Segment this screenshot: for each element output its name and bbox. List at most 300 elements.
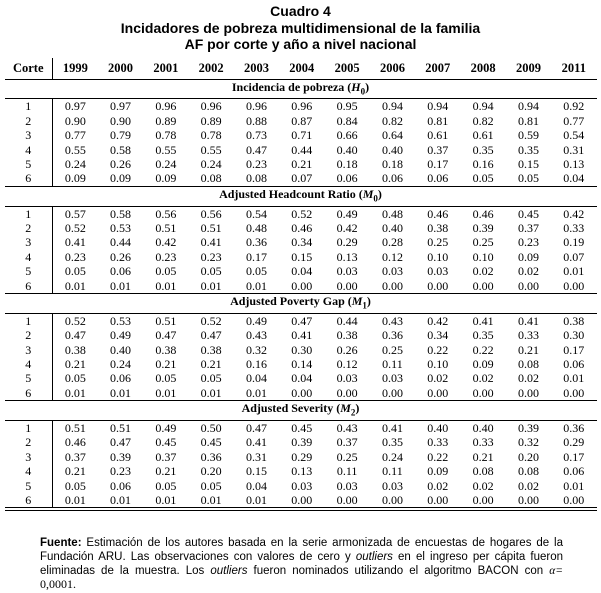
value-cell: 0.56 — [200, 206, 222, 221]
year-column-header: 2000 — [98, 58, 143, 80]
value-cell: 0.08 — [517, 464, 539, 479]
value-cell: 0.73 — [245, 128, 267, 143]
corte-cell: 1 — [5, 421, 53, 436]
value-cell: 0.84 — [336, 113, 358, 128]
source-text: en el ingreso per cápita fueron eliminadas de la muestra. Los — [40, 551, 564, 577]
value-cell: 0.33 — [517, 328, 539, 343]
table-row — [5, 357, 597, 371]
value-cell: 0.21 — [64, 356, 86, 371]
value-cell: 0.00 — [381, 385, 403, 400]
value-cell: 0.82 — [381, 113, 403, 128]
table-row — [5, 128, 597, 142]
table-row — [5, 371, 597, 385]
value-cell: 0.05 — [472, 171, 494, 186]
value-cell: 0.15 — [245, 464, 267, 479]
corte-cell: 3 — [5, 235, 53, 249]
value-cell: 0.00 — [517, 278, 539, 293]
value-cell: 0.00 — [427, 278, 449, 293]
value-cell: 0.00 — [517, 493, 539, 508]
value-cell: 0.03 — [336, 478, 358, 493]
value-cell: 0.10 — [472, 249, 494, 264]
value-cell: 0.58 — [109, 142, 131, 157]
value-cell: 0.52 — [291, 206, 313, 221]
value-cell: 0.01 — [109, 278, 131, 293]
year-column-header: 2009 — [506, 58, 551, 80]
value-cell: 0.04 — [245, 478, 267, 493]
value-cell: 0.11 — [336, 464, 358, 479]
value-cell: 0.39 — [472, 220, 494, 235]
corte-cell: 4 — [5, 464, 53, 478]
value-cell: 0.55 — [155, 142, 177, 157]
source-text: fueron nominados utilizando el algoritmo BACON con — [247, 564, 550, 577]
table-row — [5, 235, 597, 249]
value-cell: 0.44 — [109, 235, 131, 250]
value-cell: 0.00 — [427, 493, 449, 508]
value-cell: 0.34 — [427, 328, 449, 343]
value-cell: 0.33 — [472, 435, 494, 450]
value-cell: 0.38 — [563, 313, 585, 328]
section-band — [5, 401, 597, 421]
value-cell: 0.09 — [472, 356, 494, 371]
value-cell: 0.22 — [427, 342, 449, 357]
value-cell: 0.05 — [64, 264, 86, 279]
caption-title-line1: Incidadores de pobreza multidimensional de la familia — [120, 19, 481, 36]
value-cell: 0.23 — [155, 249, 177, 264]
value-cell: 0.37 — [517, 220, 539, 235]
value-cell: 0.94 — [381, 99, 403, 114]
corte-cell: 1 — [5, 99, 53, 114]
table-row — [5, 386, 597, 401]
math-subscript: 1 — [362, 300, 367, 311]
table-row — [5, 435, 597, 449]
table-caption — [0, 0, 601, 53]
value-cell: 0.21 — [291, 156, 313, 171]
value-cell: 0.49 — [336, 206, 358, 221]
value-cell: 0.08 — [517, 356, 539, 371]
value-cell: 0.52 — [64, 220, 86, 235]
value-cell: 0.04 — [291, 371, 313, 386]
corte-cell: 6 — [5, 171, 53, 186]
section-header-1: Adjusted Headcount Ratio $(M_0)$ — [5, 186, 597, 206]
value-cell: 0.49 — [155, 421, 177, 435]
value-cell: 0.05 — [200, 478, 222, 493]
value-cell: 0.41 — [517, 313, 539, 328]
value-cell: 0.01 — [563, 478, 585, 493]
corte-cell: 6 — [5, 493, 53, 509]
value-cell: 0.40 — [109, 342, 131, 357]
value-cell: 0.36 — [245, 235, 267, 250]
corte-cell: 2 — [5, 435, 53, 449]
year-column-header: 2008 — [460, 58, 505, 80]
value-cell: 0.42 — [563, 206, 585, 221]
value-cell: 0.01 — [64, 493, 86, 508]
value-cell: 0.01 — [563, 264, 585, 279]
year-column-header: 2005 — [324, 58, 369, 80]
value-cell: 0.00 — [563, 278, 585, 293]
table-row — [5, 464, 597, 478]
source-text: Estimación de los autores basada en la serie armonizada de encuestas de hogares de la Fundación ARU. Las observaciones con valores de cero y — [40, 537, 563, 564]
value-cell: 0.30 — [563, 328, 585, 343]
value-cell: 0.20 — [517, 449, 539, 464]
value-cell: 0.01 — [245, 493, 267, 508]
corte-cell: 2 — [5, 114, 53, 128]
year-column-header: 2001 — [143, 58, 188, 80]
value-cell: 0.47 — [64, 328, 86, 343]
value-cell: 0.13 — [336, 249, 358, 264]
section-band — [5, 293, 597, 313]
source-note — [40, 537, 563, 592]
value-cell: 0.96 — [155, 99, 177, 114]
value-cell: 0.35 — [472, 328, 494, 343]
value-cell: 0.29 — [291, 449, 313, 464]
value-cell: 0.00 — [472, 278, 494, 293]
value-cell: 0.05 — [517, 171, 539, 186]
value-cell: 0.00 — [291, 278, 313, 293]
value-cell: 0.36 — [200, 449, 222, 464]
value-cell: 0.51 — [64, 421, 86, 435]
value-cell: 0.24 — [155, 156, 177, 171]
value-cell: 0.09 — [517, 249, 539, 264]
table-row — [5, 450, 597, 464]
math-subscript: 0 — [360, 85, 366, 96]
table-row — [5, 99, 597, 114]
value-cell: 0.46 — [472, 206, 494, 221]
value-cell: 0.34 — [291, 235, 313, 250]
value-cell: 0.23 — [64, 249, 86, 264]
table-row — [5, 171, 597, 186]
value-cell: 0.55 — [200, 142, 222, 157]
value-cell: 0.01 — [64, 385, 86, 400]
value-cell: 0.01 — [245, 278, 267, 293]
table-row — [5, 479, 597, 493]
value-cell: 0.00 — [472, 385, 494, 400]
value-cell: 0.47 — [291, 313, 313, 328]
corte-cell: 3 — [5, 343, 53, 357]
caption-number: Cuadro 4 — [270, 3, 331, 19]
value-cell: 0.52 — [64, 313, 86, 328]
value-cell: 0.12 — [381, 249, 403, 264]
value-cell: 0.02 — [517, 478, 539, 493]
math-subscript: 2 — [350, 407, 356, 418]
value-cell: 0.01 — [245, 385, 267, 400]
value-cell: 0.40 — [472, 421, 494, 435]
section-header-3: Adjusted Severity $(M_2)$ — [5, 401, 597, 421]
value-cell: 0.16 — [472, 156, 494, 171]
value-cell: 0.00 — [291, 385, 313, 400]
value-cell: 0.52 — [200, 313, 222, 328]
value-cell: 0.55 — [64, 142, 86, 157]
year-column-header: 2006 — [370, 58, 415, 80]
source-text-italic: outliers — [210, 564, 248, 577]
value-cell: 0.13 — [291, 464, 313, 479]
value-cell: 0.00 — [336, 493, 358, 508]
alpha-symbol: α= — [549, 564, 563, 577]
value-cell: 0.64 — [381, 128, 403, 143]
value-cell: 0.42 — [155, 235, 177, 250]
value-cell: 0.43 — [381, 313, 403, 328]
value-cell: 0.61 — [472, 128, 494, 143]
value-cell: 0.30 — [291, 342, 313, 357]
value-cell: 0.46 — [64, 435, 86, 450]
value-cell: 0.94 — [517, 99, 539, 114]
value-cell: 0.23 — [517, 235, 539, 250]
value-cell: 0.33 — [427, 435, 449, 450]
value-cell: 0.00 — [427, 385, 449, 400]
year-column-header: 2007 — [415, 58, 460, 80]
caption-title-line2: AF por corte y año a nivel nacional — [184, 36, 417, 52]
corte-cell: 5 — [5, 157, 53, 171]
value-cell: 0.06 — [563, 356, 585, 371]
value-cell: 0.09 — [427, 464, 449, 479]
value-cell: 0.95 — [336, 99, 358, 114]
value-cell: 0.31 — [245, 449, 267, 464]
value-cell: 0.03 — [381, 264, 403, 279]
value-cell: 0.11 — [382, 464, 403, 479]
value-cell: 0.03 — [336, 264, 358, 279]
value-cell: 0.38 — [155, 342, 177, 357]
corte-cell: 4 — [5, 357, 53, 371]
value-cell: 0.01 — [563, 371, 585, 386]
value-cell: 0.25 — [427, 235, 449, 250]
alpha-value: 0,0001. — [40, 577, 76, 592]
table-row — [5, 279, 597, 294]
value-cell: 0.21 — [155, 464, 177, 479]
math-symbol: M — [362, 186, 374, 201]
value-cell: 0.24 — [381, 449, 403, 464]
poverty-indicators-table — [5, 58, 597, 512]
value-cell: 0.42 — [336, 220, 358, 235]
value-cell: 0.35 — [517, 142, 539, 157]
value-cell: 0.45 — [155, 435, 177, 450]
value-cell: 0.32 — [517, 435, 539, 450]
value-cell: 0.23 — [200, 249, 222, 264]
value-cell: 0.81 — [427, 113, 449, 128]
value-cell: 0.79 — [109, 128, 131, 143]
value-cell: 0.06 — [109, 371, 131, 386]
value-cell: 0.36 — [381, 328, 403, 343]
section-header-0: Incidencia de pobreza $(H_0)$ — [5, 79, 597, 99]
value-cell: 0.22 — [427, 449, 449, 464]
value-cell: 0.00 — [336, 278, 358, 293]
math-symbol: H — [351, 79, 361, 94]
value-cell: 0.17 — [563, 449, 585, 464]
source-label: Fuente: — [40, 537, 82, 550]
value-cell: 0.33 — [563, 220, 585, 235]
value-cell: 0.92 — [563, 99, 585, 114]
math-subscript: 0 — [373, 193, 378, 204]
value-cell: 0.26 — [109, 249, 131, 264]
value-cell: 0.39 — [109, 449, 131, 464]
value-cell: 0.36 — [563, 421, 585, 435]
value-cell: 0.03 — [427, 264, 449, 279]
value-cell: 0.05 — [155, 478, 177, 493]
corte-cell: 6 — [5, 279, 53, 294]
value-cell: 0.90 — [109, 113, 131, 128]
value-cell: 0.04 — [563, 171, 585, 186]
value-cell: 0.29 — [563, 435, 585, 450]
value-cell: 0.96 — [200, 99, 222, 114]
table-row — [5, 328, 597, 342]
value-cell: 0.41 — [245, 435, 267, 450]
corte-column-header: Corte — [5, 58, 53, 80]
value-cell: 0.06 — [381, 171, 403, 186]
corte-cell: 4 — [5, 143, 53, 157]
value-cell: 0.19 — [563, 235, 585, 250]
value-cell: 0.06 — [109, 264, 131, 279]
value-cell: 0.05 — [155, 371, 177, 386]
value-cell: 0.35 — [381, 435, 403, 450]
value-cell: 0.21 — [517, 342, 539, 357]
year-column-header: 2002 — [188, 58, 233, 80]
value-cell: 0.40 — [427, 421, 449, 435]
section-band — [5, 186, 597, 206]
value-cell: 0.15 — [291, 249, 313, 264]
value-cell: 0.11 — [382, 356, 403, 371]
value-cell: 0.90 — [64, 113, 86, 128]
value-cell: 0.45 — [517, 206, 539, 221]
value-cell: 0.39 — [517, 421, 539, 435]
value-cell: 0.21 — [155, 356, 177, 371]
value-cell: 0.17 — [245, 249, 267, 264]
value-cell: 0.00 — [381, 278, 403, 293]
value-cell: 0.77 — [64, 128, 86, 143]
table-row — [5, 157, 597, 171]
value-cell: 0.32 — [245, 342, 267, 357]
value-cell: 0.01 — [64, 278, 86, 293]
value-cell: 0.02 — [472, 264, 494, 279]
value-cell: 0.01 — [155, 278, 177, 293]
value-cell: 0.23 — [109, 464, 131, 479]
value-cell: 0.40 — [381, 142, 403, 157]
value-cell: 0.25 — [381, 342, 403, 357]
value-cell: 0.06 — [336, 171, 358, 186]
value-cell: 0.00 — [563, 493, 585, 508]
table-row — [5, 493, 597, 509]
value-cell: 0.43 — [336, 421, 358, 435]
year-column-header: 2003 — [234, 58, 279, 80]
value-cell: 0.02 — [472, 371, 494, 386]
table-row — [5, 313, 597, 328]
value-cell: 0.46 — [291, 220, 313, 235]
corte-cell: 4 — [5, 250, 53, 264]
value-cell: 0.00 — [336, 385, 358, 400]
value-cell: 0.07 — [563, 249, 585, 264]
value-cell: 0.05 — [245, 264, 267, 279]
value-cell: 0.08 — [472, 464, 494, 479]
value-cell: 0.37 — [427, 142, 449, 157]
table-row — [5, 421, 597, 436]
value-cell: 0.17 — [563, 342, 585, 357]
value-cell: 0.01 — [109, 385, 131, 400]
value-cell: 0.03 — [381, 371, 403, 386]
value-cell: 0.51 — [200, 220, 222, 235]
value-cell: 0.09 — [109, 171, 131, 186]
value-cell: 0.00 — [563, 385, 585, 400]
value-cell: 0.00 — [291, 493, 313, 508]
corte-cell: 5 — [5, 479, 53, 493]
value-cell: 0.78 — [200, 128, 222, 143]
value-cell: 0.38 — [64, 342, 86, 357]
value-cell: 0.53 — [109, 220, 131, 235]
value-cell: 0.44 — [291, 142, 313, 157]
corte-cell: 6 — [5, 386, 53, 401]
value-cell: 0.47 — [155, 328, 177, 343]
year-column-header: 2011 — [551, 58, 596, 80]
value-cell: 0.57 — [64, 206, 86, 221]
value-cell: 0.00 — [381, 493, 403, 508]
value-cell: 0.05 — [64, 478, 86, 493]
value-cell: 0.97 — [64, 99, 86, 114]
value-cell: 0.54 — [563, 128, 585, 143]
value-cell: 0.47 — [109, 435, 131, 450]
value-cell: 0.02 — [517, 371, 539, 386]
value-cell: 0.05 — [200, 264, 222, 279]
corte-cell: 1 — [5, 206, 53, 221]
value-cell: 0.26 — [336, 342, 358, 357]
table-row — [5, 114, 597, 128]
value-cell: 0.46 — [427, 206, 449, 221]
value-cell: 0.48 — [245, 220, 267, 235]
value-cell: 0.17 — [427, 156, 449, 171]
value-cell: 0.97 — [109, 99, 131, 114]
value-cell: 0.05 — [200, 371, 222, 386]
value-cell: 0.03 — [381, 478, 403, 493]
value-cell: 0.15 — [517, 156, 539, 171]
section-header-2: Adjusted Poverty Gap $(M_1)$ — [5, 293, 597, 313]
value-cell: 0.24 — [109, 356, 131, 371]
value-cell: 0.25 — [472, 235, 494, 250]
value-cell: 0.78 — [155, 128, 177, 143]
table-row — [5, 206, 597, 221]
value-cell: 0.00 — [472, 493, 494, 508]
value-cell: 0.25 — [336, 449, 358, 464]
value-cell: 0.03 — [291, 478, 313, 493]
math-symbol: M — [340, 401, 351, 416]
value-cell: 0.02 — [517, 264, 539, 279]
value-cell: 0.40 — [381, 220, 403, 235]
value-cell: 0.47 — [200, 328, 222, 343]
value-cell: 0.14 — [291, 356, 313, 371]
value-cell: 0.21 — [472, 449, 494, 464]
value-cell: 0.26 — [109, 156, 131, 171]
value-cell: 0.45 — [200, 435, 222, 450]
value-cell: 0.38 — [336, 328, 358, 343]
value-cell: 0.37 — [336, 435, 358, 450]
value-cell: 0.02 — [472, 478, 494, 493]
value-cell: 0.47 — [245, 421, 267, 435]
value-cell: 0.82 — [472, 113, 494, 128]
year-column-header: 2004 — [279, 58, 324, 80]
value-cell: 0.08 — [245, 171, 267, 186]
value-cell: 0.58 — [109, 206, 131, 221]
value-cell: 0.42 — [427, 313, 449, 328]
value-cell: 0.40 — [336, 142, 358, 157]
value-cell: 0.09 — [64, 171, 86, 186]
corte-cell: 3 — [5, 128, 53, 142]
value-cell: 0.96 — [291, 99, 313, 114]
value-cell: 0.89 — [200, 113, 222, 128]
value-cell: 0.81 — [517, 113, 539, 128]
value-cell: 0.87 — [291, 113, 313, 128]
value-cell: 0.24 — [64, 156, 86, 171]
value-cell: 0.10 — [427, 356, 449, 371]
value-cell: 0.38 — [200, 342, 222, 357]
value-cell: 0.20 — [200, 464, 222, 479]
value-cell: 0.96 — [245, 99, 267, 114]
value-cell: 0.59 — [517, 128, 539, 143]
corte-cell: 2 — [5, 328, 53, 342]
value-cell: 0.71 — [291, 128, 313, 143]
